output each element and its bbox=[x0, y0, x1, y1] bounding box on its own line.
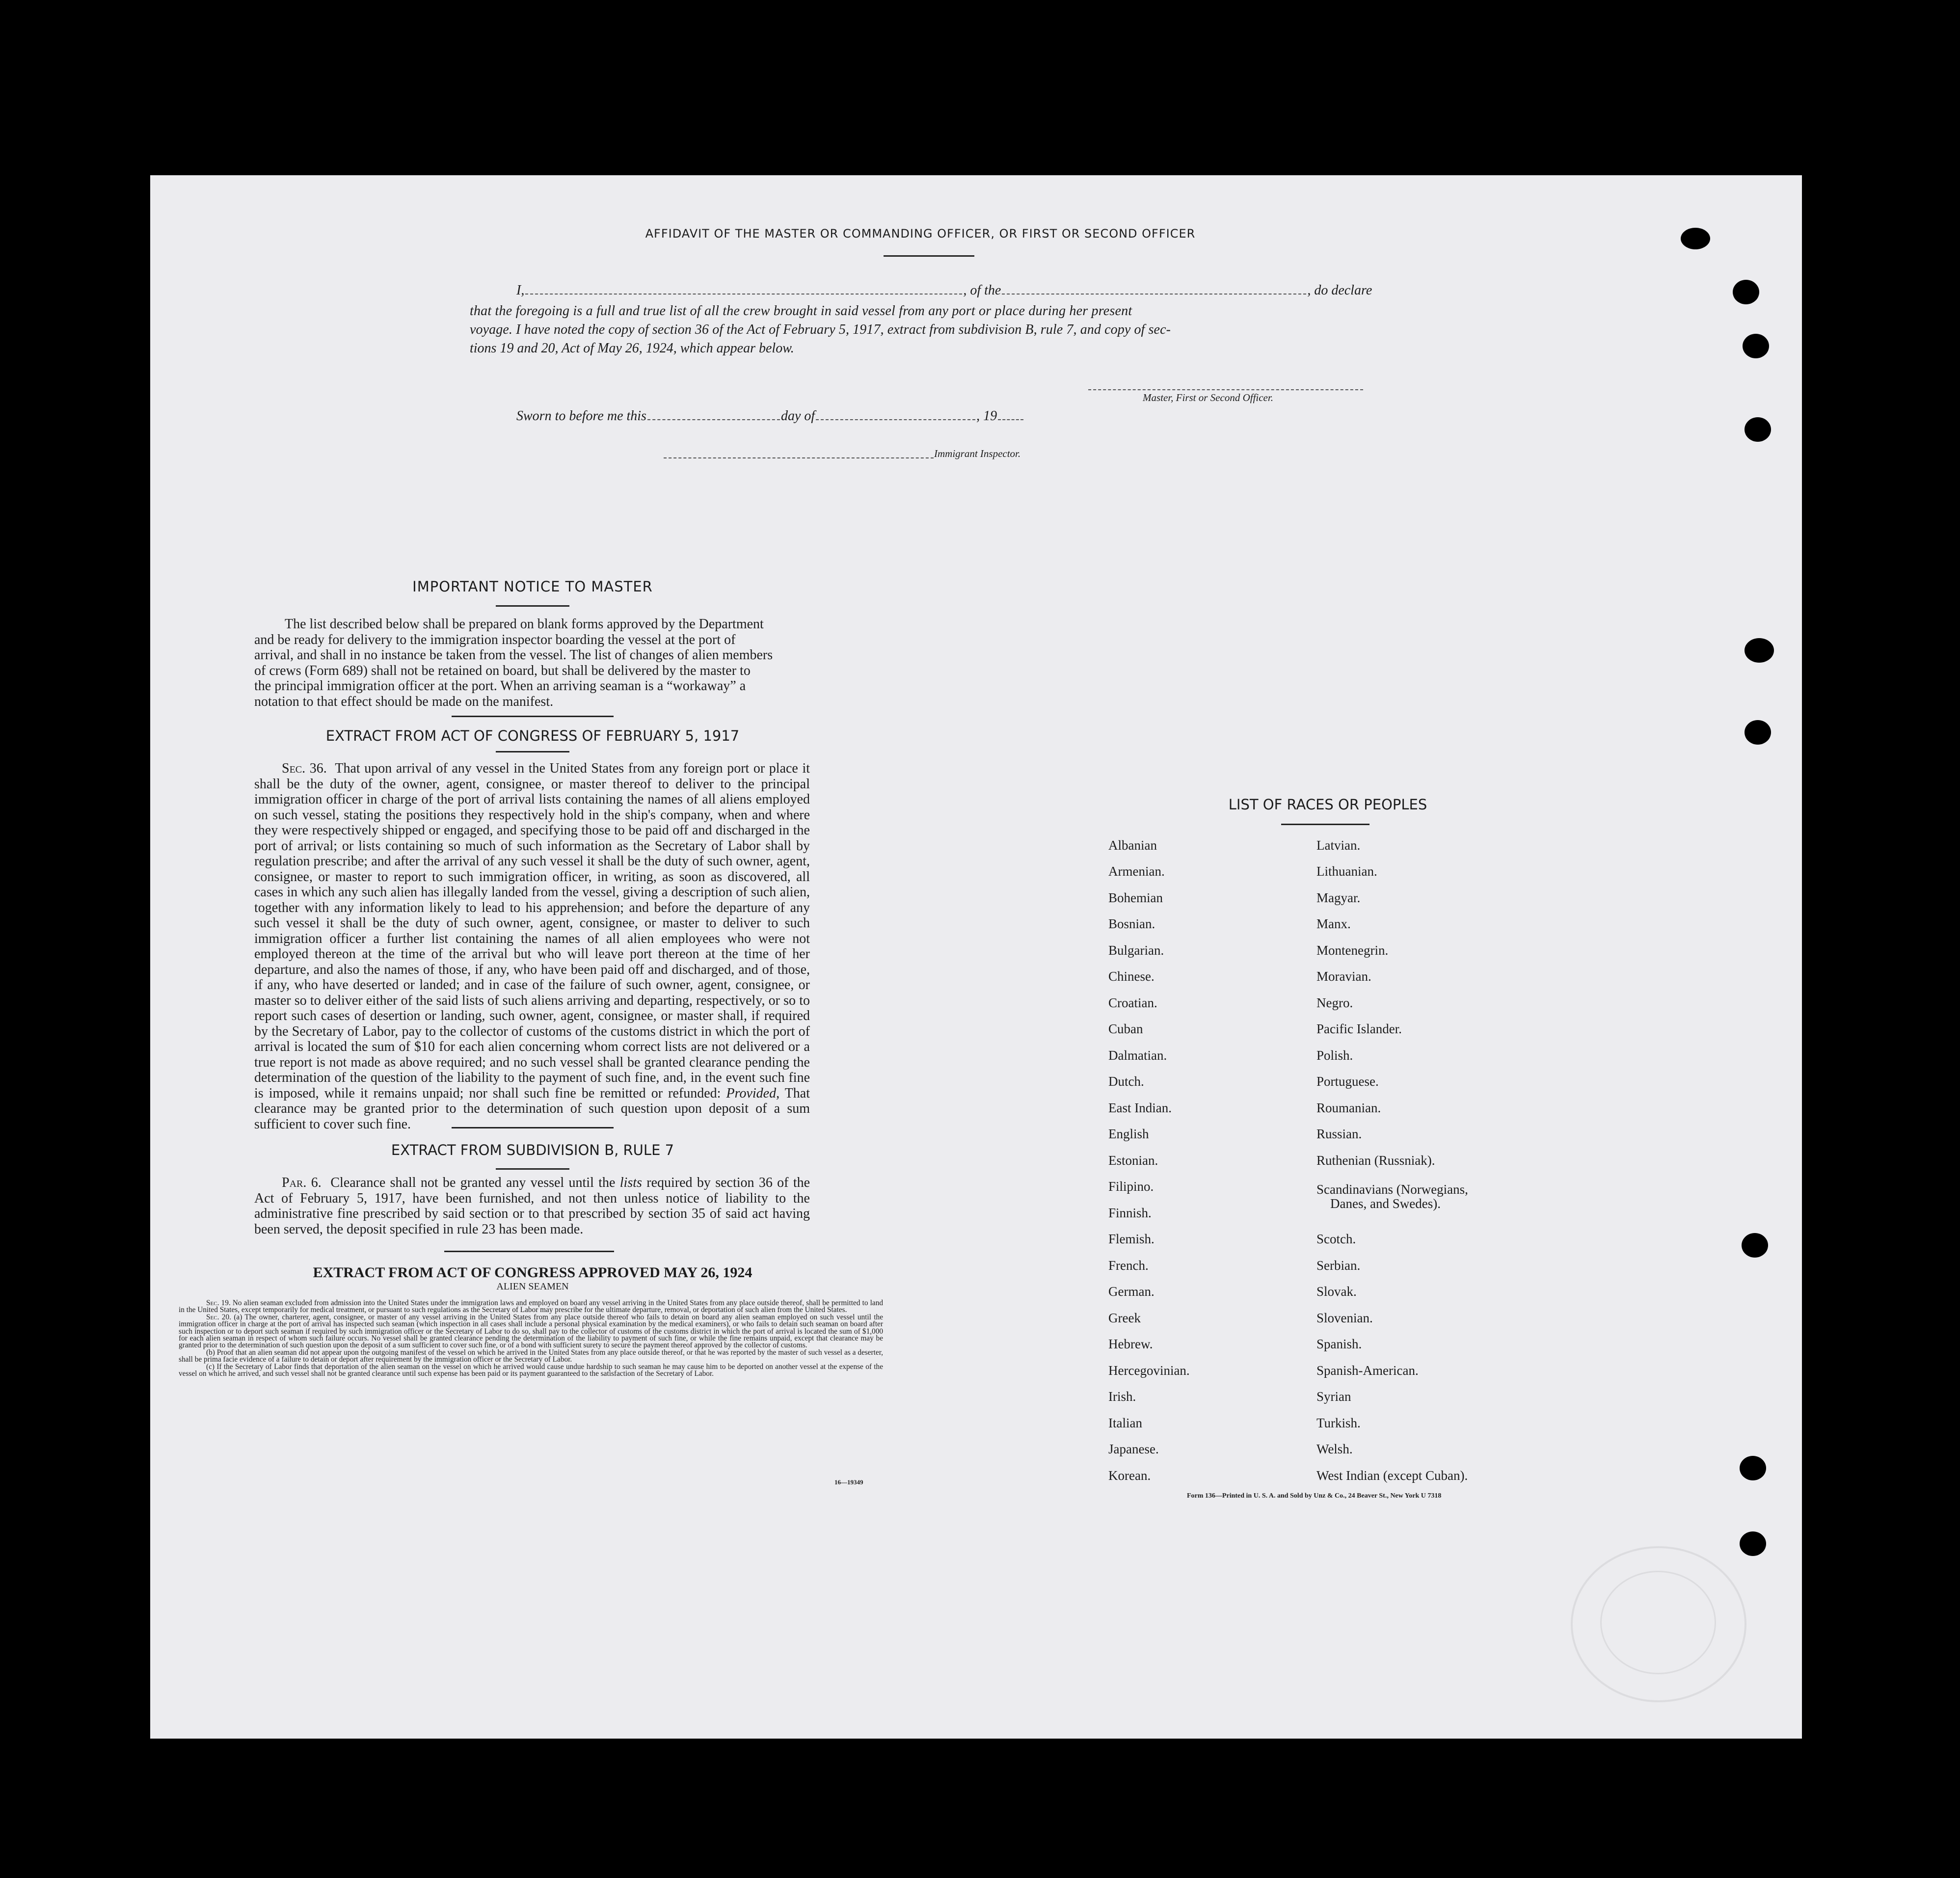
section-36-end: That clearance may be granted prior to the determination of such question upon deposit of a sum sufficient to cover such fine. bbox=[254, 1085, 810, 1132]
punch-hole bbox=[1681, 228, 1710, 249]
race-item: Portuguese. bbox=[1316, 1074, 1379, 1089]
race-item: Bulgarian. bbox=[1108, 943, 1164, 958]
race-item: Polish. bbox=[1316, 1048, 1353, 1063]
rule-7-text-a: Clearance shall not be granted any vessel until the bbox=[330, 1175, 616, 1190]
race-item: Spanish. bbox=[1316, 1337, 1362, 1351]
race-item: Japanese. bbox=[1108, 1442, 1159, 1456]
rule-7-end-rule bbox=[444, 1251, 614, 1252]
race-item: Bohemian bbox=[1108, 890, 1163, 905]
race-item: Hebrew. bbox=[1108, 1337, 1153, 1351]
form-footer: Form 136—Printed in U. S. A. and Sold by Unz & Co., 24 Beaver St., New York U 7318 bbox=[1187, 1492, 1442, 1500]
punch-hole bbox=[1745, 638, 1774, 663]
race-item: Albanian bbox=[1108, 838, 1157, 853]
punch-hole bbox=[1745, 417, 1771, 442]
declare-i: I, bbox=[516, 283, 525, 298]
notice-line: and be ready for delivery to the immigration inspector boarding the vessel at the port of bbox=[254, 632, 736, 647]
race-item: Welsh. bbox=[1316, 1442, 1353, 1456]
race-item: Estonian. bbox=[1108, 1153, 1158, 1168]
punch-hole bbox=[1743, 334, 1769, 358]
race-item: Scotch. bbox=[1316, 1232, 1356, 1246]
declaration-line bbox=[516, 283, 1390, 298]
race-item: Moravian. bbox=[1316, 969, 1371, 984]
master-signature-label: Master, First or Second Officer. bbox=[1143, 392, 1273, 403]
punch-hole bbox=[1733, 280, 1759, 304]
sworn-year-blank[interactable] bbox=[998, 419, 1023, 420]
race-item: Latvian. bbox=[1316, 838, 1361, 853]
rule-7-rule bbox=[496, 1168, 569, 1170]
section-36-text bbox=[254, 761, 810, 1132]
declare-end: , do declare bbox=[1307, 283, 1372, 298]
race-item: Syrian bbox=[1316, 1389, 1351, 1404]
sworn-line bbox=[516, 408, 1024, 424]
extract-1917-rule bbox=[496, 751, 569, 752]
race-item: Hercegovinian. bbox=[1108, 1363, 1190, 1378]
act-1924-text bbox=[179, 1300, 883, 1377]
sec-19-label: Sec. 19. bbox=[206, 1299, 231, 1307]
race-item: Irish. bbox=[1108, 1389, 1136, 1404]
name-blank[interactable] bbox=[525, 294, 962, 295]
race-item: Danes, and Swedes). bbox=[1330, 1196, 1441, 1211]
rule-7-text-b: required by section 36 of the Act of February 5, 1917, have been furnished, and not then unless notice of liability to the administrative fine prescribed by said section or to that prescribed by section 35 of said act having been served, the deposit specified in rule 23 has been made. bbox=[254, 1175, 810, 1237]
sec-20c-text: (c) If the Secretary of Labor finds that deportation of the alien seaman on the vessel on which he arrived would cause undue hardship to such seaman he may cause him to be deported on another vessel at the expense of the vessel on which he arrived, and such vessel shall not be granted clearance until such expense has been paid or its payment guaranteed to the satisfaction of the Secretary of Labor. bbox=[179, 1362, 883, 1378]
races-title: LIST OF RACES OR PEOPLES bbox=[1228, 796, 1427, 813]
notice-line: notation to that effect should be made on the manifest. bbox=[254, 694, 554, 709]
alien-seamen-subtitle: ALIEN SEAMEN bbox=[496, 1281, 569, 1292]
provided-word: Provided, bbox=[726, 1085, 780, 1101]
inspector-signature-line[interactable] bbox=[664, 457, 934, 458]
punch-hole bbox=[1742, 1233, 1768, 1258]
affidavit-line-1: that the foregoing is a full and true list of all the crew brought in said vessel from any port or place during her present bbox=[470, 303, 1132, 319]
race-item: Chinese. bbox=[1108, 969, 1155, 984]
race-item: Negro. bbox=[1316, 995, 1353, 1010]
races-rule bbox=[1281, 824, 1369, 825]
section-36-body: That upon arrival of any vessel in the United States from any foreign port or place it shall be the duty of the owner, agent, consignee, or master thereof to deliver to the principal immigration officer in charge of the port of arrival lists containing the names of all aliens employed on such vessel, stating the positions they respectively hold in the ship's company, when and where they were respectively shipped or engaged, and specifying those to be paid off and discharged in the port of arrival; or lists containing so much of such information as the Secretary of Labor shall by regulation prescribe; and after the arrival of any such vessel it shall be the duty of such owner, agent, consignee, or master to report to such immigration officer, in writing, as soon as discovered, all cases in which any such alien has illegally landed from the vessel, giving a description of such alien, together with any information likely to lead to his apprehension; and before the departure of any such vessel it shall be the duty of such owner, agent, consignee, or master to deliver to such immigration officer a further list containing the names of all alien employees who were not employed thereon at the time of the arrival but who will leave port thereon at the time of her departure, and also the names of those, if any, who have been paid off and discharged, and of those, if any, who have deserted or landed; and in case of the failure of such owner, agent, consignee, or master so to deliver either of the said lists of such aliens arriving and departing, respectively, or so to report such cases of desertion or landing, such owner, agent, consignee, or master shall, if required by the Secretary of Labor, pay to the collector of customs of the customs district in which the port of arrival is located the sum of $10 for each alien concerning whom correct lists are not delivered or a true report is not made as above required; and no such vessel shall be granted clearance pending the determination of the question of the liability to the payment of such fine, and, in the event such fine is imposed, while it remains unpaid; nor shall such fine be remitted or refunded: bbox=[254, 761, 810, 1101]
sworn-day-blank[interactable] bbox=[647, 419, 780, 420]
race-item: German. bbox=[1108, 1284, 1155, 1299]
affidavit-line-2: voyage. I have noted the copy of section 36 of the Act of February 5, 1917, extract from subdivision B, rule 7, and copy of sec- bbox=[470, 322, 1171, 337]
race-item: Ruthenian (Russniak). bbox=[1316, 1153, 1435, 1168]
race-item: English bbox=[1108, 1127, 1149, 1141]
declare-of-the: , of the bbox=[963, 283, 1001, 298]
extract-1917-title: EXTRACT FROM ACT OF CONGRESS OF FEBRUARY 5, 1917 bbox=[325, 727, 740, 744]
year-label: , 19 bbox=[976, 408, 997, 424]
notice-text bbox=[254, 617, 810, 709]
race-item: Turkish. bbox=[1316, 1416, 1361, 1430]
race-item: Serbian. bbox=[1316, 1258, 1361, 1273]
punch-hole bbox=[1745, 720, 1771, 745]
punch-hole bbox=[1740, 1456, 1766, 1480]
act-1924-title: EXTRACT FROM ACT OF CONGRESS APPROVED MAY 26, 1924 bbox=[313, 1264, 752, 1281]
race-item: Flemish. bbox=[1108, 1232, 1155, 1246]
race-item: Scandinavians (Norwegians, bbox=[1316, 1182, 1468, 1197]
race-item: West Indian (except Cuban). bbox=[1316, 1468, 1468, 1483]
notice-line: of crews (Form 689) shall not be retained on board, but shall be delivered by the master to bbox=[254, 663, 751, 678]
sec-20a-text: (a) The owner, charterer, agent, consignee, or master of any vessel arriving in the United States from any place outside thereof who fails to detain on board any alien seaman employed on such vessel until the immigration officer in charge at the port of arrival has inspected such seaman (which inspection in all cases shall include a personal physical examination by the medical examiners), or who fails to detain such seaman on board after such inspection or to deport such seaman if required by such immigration officer or the Secretary of Labor to do so, shall pay to the collector of customs of the customs district in which the port of arrival is located the sum of $1,000 for each alien seaman in respect of whom such failure occurs. No vessel shall be granted clearance pending the determination of the liability to payment of such fine, or while the fine remains unpaid, except that clearance may be granted prior to the determination of such question upon the deposit of a sum sufficient to cover such fine, or of a bond with sufficient surety to secure the payment thereof approved by the collector of customs. bbox=[179, 1313, 883, 1350]
race-item: Dalmatian. bbox=[1108, 1048, 1167, 1063]
notice-line: arrival, and shall in no instance be taken from the vessel. The list of changes of alien members bbox=[254, 647, 773, 663]
race-item: East Indian. bbox=[1108, 1100, 1172, 1115]
sec-19-text: No alien seaman excluded from admission into the United States under the immigration laws and employed on board any vessel arriving in the United States from any place outside thereof, shall be permitted to land in the United States, except temporarily for medical treatment, or pursuant to such regulations as the Secretary of Labor may prescribe for the ultimate departure, removal, or deportation of such alien from the United States. bbox=[179, 1299, 883, 1315]
race-item: Magyar. bbox=[1316, 890, 1361, 905]
race-item: Roumanian. bbox=[1316, 1100, 1381, 1115]
race-item: French. bbox=[1108, 1258, 1149, 1273]
notice-end-rule bbox=[452, 716, 614, 717]
section-36-label: Sec. 36. bbox=[282, 761, 327, 776]
extract-1917-end-rule bbox=[452, 1127, 614, 1128]
punch-hole bbox=[1740, 1531, 1766, 1556]
race-item: Finnish. bbox=[1108, 1206, 1152, 1220]
race-item: Korean. bbox=[1108, 1468, 1151, 1483]
race-item: Bosnian. bbox=[1108, 916, 1155, 931]
sec-20b-text: (b) Proof that an alien seaman did not appear upon the outgoing manifest of the vessel on which he arrived in the United States from any place outside thereof, or that he was reported by the master of such vessel as a deserter, shall be prima facie evidence of a failure to detain or deport after requirement by the immigration officer or the Secretary of Labor. bbox=[179, 1348, 883, 1364]
rule-7-title: EXTRACT FROM SUBDIVISION B, RULE 7 bbox=[391, 1142, 674, 1158]
notice-title: IMPORTANT NOTICE TO MASTER bbox=[412, 578, 653, 595]
inspector-label: Immigrant Inspector. bbox=[934, 448, 1021, 459]
race-item: Filipino. bbox=[1108, 1179, 1154, 1194]
lists-word: lists bbox=[619, 1175, 642, 1190]
race-item: Italian bbox=[1108, 1416, 1142, 1430]
race-item: Montenegrin. bbox=[1316, 943, 1389, 958]
sworn-month-blank[interactable] bbox=[816, 419, 975, 420]
race-item: Pacific Islander. bbox=[1316, 1021, 1402, 1036]
notice-rule bbox=[496, 605, 569, 607]
race-item: Slovenian. bbox=[1316, 1311, 1373, 1325]
race-item: Lithuanian. bbox=[1316, 864, 1377, 879]
race-item: Dutch. bbox=[1108, 1074, 1144, 1089]
race-item: Greek bbox=[1108, 1311, 1141, 1325]
race-item: Armenian. bbox=[1108, 864, 1165, 879]
sec-20-label: Sec. 20. bbox=[206, 1313, 231, 1321]
race-item: Manx. bbox=[1316, 916, 1351, 931]
vessel-blank[interactable] bbox=[1002, 294, 1306, 295]
race-item: Slovak. bbox=[1316, 1284, 1357, 1299]
notice-line: The list described below shall be prepared on blank forms approved by the Department bbox=[285, 617, 764, 632]
notice-line: the principal immigration officer at the port. When an arriving seaman is a “workaway” a bbox=[254, 678, 746, 694]
race-item: Spanish-American. bbox=[1316, 1363, 1419, 1378]
race-item: Cuban bbox=[1108, 1021, 1143, 1036]
rule-7-text bbox=[254, 1175, 810, 1237]
race-item: Russian. bbox=[1316, 1127, 1362, 1141]
embossed-seal-inner bbox=[1600, 1571, 1716, 1674]
print-code: 16—19349 bbox=[834, 1478, 863, 1486]
affidavit-line-3: tions 19 and 20, Act of May 26, 1924, which appear below. bbox=[470, 341, 794, 356]
day-of-label: day of bbox=[780, 408, 815, 424]
affidavit-title: AFFIDAVIT OF THE MASTER OR COMMANDING OFFICER, OR FIRST OR SECOND OFFICER bbox=[645, 227, 1196, 241]
affidavit-rule bbox=[884, 255, 974, 257]
sworn-label: Sworn to before me this bbox=[516, 408, 646, 424]
race-item: Croatian. bbox=[1108, 995, 1157, 1010]
master-signature-line[interactable] bbox=[1088, 389, 1363, 390]
par-6-label: Par. 6. bbox=[282, 1175, 322, 1190]
